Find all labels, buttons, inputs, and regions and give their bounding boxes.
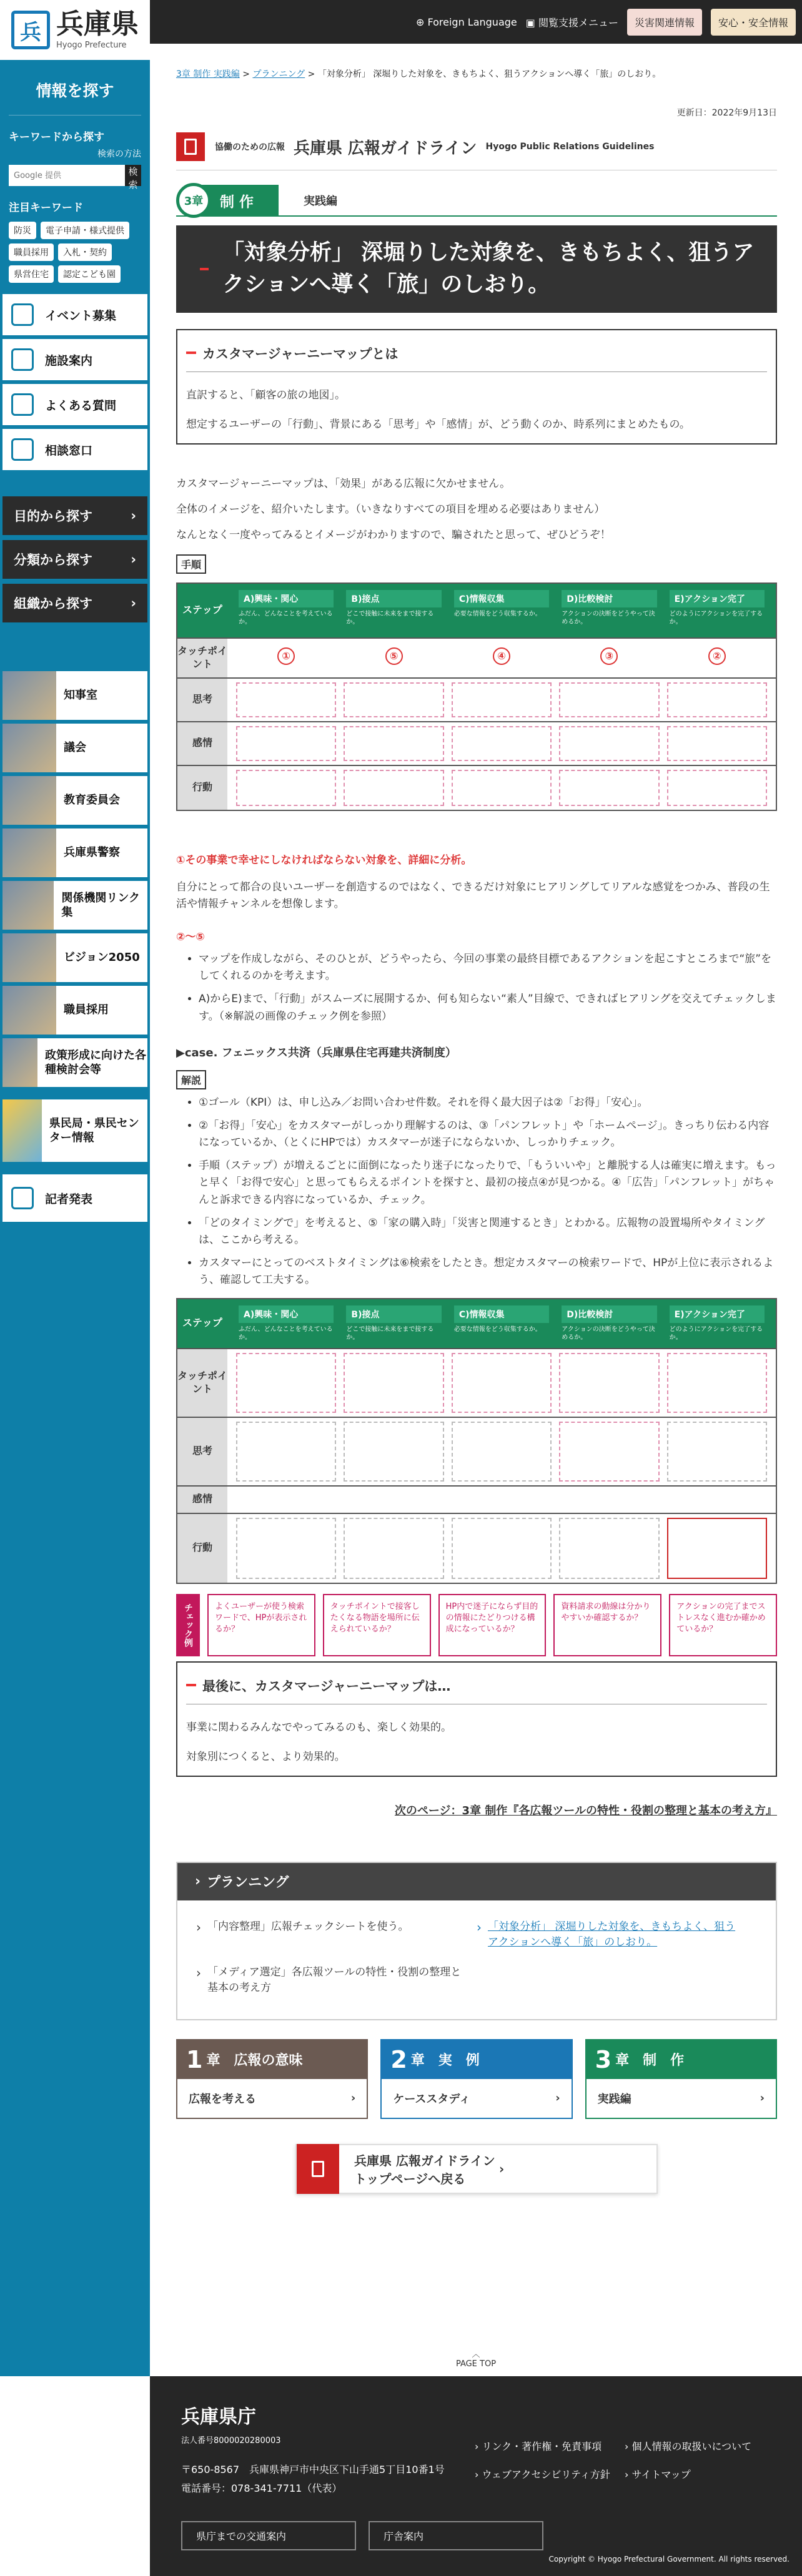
chevron-right-icon: › <box>131 508 136 523</box>
step-number: ① <box>277 647 295 665</box>
definition-title: カスタマージャーニーマップとは <box>186 330 767 372</box>
chapter-card-label: ケーススタディ <box>393 2092 470 2106</box>
link-label: Foreign Language <box>427 16 517 28</box>
updated-date: 更新日：2022年9月13日 <box>676 108 777 118</box>
keyword-search-label: キーワードから探す <box>9 131 104 144</box>
site-logo[interactable] <box>0 0 150 60</box>
chevron-right-icon: › <box>499 2161 505 2176</box>
keyword-chip[interactable]: 職員採用 <box>9 243 54 261</box>
guide-subtitle: 協働のための広報 <box>215 142 285 152</box>
step-title: B)接点 <box>346 590 441 607</box>
next-page-link[interactable]: 次のページ：3章 制作『各広報ツールの特性・役割の整理と基本の考え方』 <box>394 1804 777 1817</box>
check-item: よくユーザーが使う検索ワードで、HPが表示されるか？ <box>207 1594 315 1656</box>
keyword-chip[interactable]: 入札・契約 <box>58 243 112 261</box>
journey-step <box>340 589 447 632</box>
monitor-icon: ▣ <box>525 16 538 29</box>
sidebar-item-press[interactable] <box>2 1174 147 1222</box>
footer-org-name: 兵庫県庁 <box>181 2406 256 2428</box>
intro-text: カスタマージャーニーマップは、「効果」がある広報に欠かせません。 <box>176 478 511 490</box>
sidebar-link-police[interactable] <box>2 828 147 877</box>
sidebar <box>0 0 150 2376</box>
chapter-card-label: 実践編 <box>597 2092 631 2106</box>
journey-step <box>448 589 555 632</box>
chevron-right-icon: › <box>131 552 136 567</box>
step-desc: 必要な情報をどう収集するか。 <box>453 610 542 617</box>
pen-icon <box>11 1187 34 1209</box>
governor-photo <box>2 671 56 720</box>
link-label: 県民局・県民センター情報 <box>49 1116 139 1144</box>
check-item: 資料請求の動線は分かりやすいか確認するか？ <box>553 1594 661 1656</box>
chevron-right-icon: › <box>555 2092 560 2105</box>
link-label: ウェブアクセシビリティ方針 <box>482 2469 610 2480</box>
keyword-chip[interactable]: 認定こども園 <box>58 265 121 283</box>
breadcrumb-current: 「対象分析」 深堀りした対象を、きもちよく、狙うアクションへ導く「旅」のしおり。 <box>317 69 661 79</box>
check-item: HP内で迷子にならず目的の情報にたどりつける構成になっているか？ <box>438 1594 547 1656</box>
journey-map-example <box>176 1298 777 1656</box>
building-guide-button[interactable]: 庁舎案内 <box>369 2521 543 2550</box>
policy-photo <box>2 1038 37 1087</box>
chevron-right-icon: › <box>350 2092 356 2105</box>
keyword-chip[interactable]: 県営住宅 <box>9 265 54 283</box>
chapter-card-number: 1 <box>186 2045 203 2073</box>
breadcrumb-link[interactable]: 3章 制作 実践編 <box>176 69 240 79</box>
case-list <box>176 1094 777 1289</box>
step-desc: どこで接触に未来をまで接するか。 <box>346 1325 434 1341</box>
button-label: 目的から探す <box>14 509 92 524</box>
search-method-link[interactable]: 検索の方法 <box>97 149 141 159</box>
journey-step <box>555 1304 663 1343</box>
chapter-card-title: 章 制 作 <box>615 2053 685 2069</box>
list-item: • A)からE)まで、「行動」がスムーズに展開するか、何も知らない“素人”目線で、できればヒアリングを交えてチェックします。（※解説の画像のチェック例を参照） <box>199 991 777 1025</box>
sidebar-link-agencies[interactable] <box>2 881 147 930</box>
step-list <box>176 951 777 1025</box>
summary-text: 対象別につくると、より効果的。 <box>186 1750 345 1763</box>
breadcrumb <box>176 67 777 80</box>
prefecture-emblem-icon: 兵 <box>11 11 50 49</box>
list-item: • カスタマーにとってのベストタイミングは⑥検索をしたとき。想定カスタマーの検索ワードで、HPが上位に表示されるよう、確認して工夫する。 <box>199 1255 777 1289</box>
footer-link[interactable]: › リンク・著作権・免責事項 <box>475 2441 602 2452</box>
journey-step <box>663 589 771 632</box>
step-title: E)アクション完了 <box>670 1305 765 1323</box>
step-number: ② <box>708 647 726 665</box>
disaster-info-button[interactable]: 災害関連情報 <box>627 9 702 36</box>
definition-text: 直訳すると、「顧客の旅の地図」。 <box>186 389 345 401</box>
step-title: E)アクション完了 <box>670 590 765 607</box>
link-label: サイトマップ <box>631 2469 691 2480</box>
check-item: アクションの完了までストレスなく進むか確かめているか？ <box>669 1594 777 1656</box>
sidebar-item-consult[interactable] <box>2 429 147 470</box>
sidebar-link-governor[interactable] <box>2 671 147 720</box>
search-button[interactable]: 検索 <box>125 165 141 186</box>
heading-text: ②～⑤ <box>176 930 205 943</box>
chapter-card-title: 章 広報の意味 <box>206 2053 303 2069</box>
guide-title-en: Hyogo Public Relations Guidelines <box>485 142 655 152</box>
chapter-label: 制 作 <box>200 185 279 216</box>
row-label: 行動 <box>177 766 227 810</box>
breadcrumb-link[interactable]: プランニング <box>252 69 305 79</box>
step-number: ④ <box>493 647 510 665</box>
journey-step <box>232 589 340 632</box>
footer-phone: 電話番号：078-341-7711（代表） <box>181 2482 342 2495</box>
chapter-number: 3章 <box>176 183 211 218</box>
link-label: 知事室 <box>64 689 97 702</box>
police-photo <box>2 828 56 877</box>
accessibility-menu-link[interactable] <box>526 15 618 29</box>
chapter-banner <box>176 185 777 217</box>
foreign-language-link[interactable] <box>416 16 517 28</box>
page-title: 「対象分析」 深堀りした対象を、きもちよく、狙うアクションへ導く「旅」のしおり。 <box>222 240 755 297</box>
footer <box>150 2376 802 2576</box>
list-item: • ②「お得」「安心」をカスタマーがしっかり理解するのは、③「パンフレット」や「ホームページ」。きっちり伝わる内容になっているか、（とくにHPでは）カスタマーが迷子にならないか、しっかりチェック。 <box>199 1118 777 1151</box>
question-icon <box>11 393 34 416</box>
footer-corp-number: 法人番号8000020280003 <box>181 2436 281 2446</box>
step-desc: 必要な情報をどう収集するか。 <box>453 1325 542 1333</box>
link-label: 関係機関リンク集 <box>61 891 141 919</box>
check-item: タッチポイントで接客したくなる物語を場所に伝えられているか？ <box>323 1594 431 1656</box>
link-label: 兵庫県警察 <box>64 846 120 860</box>
main-content <box>176 44 777 2194</box>
footer-address: 〒650-8567 兵庫県神戸市中央区下山手通5丁目10番1号 <box>181 2464 445 2475</box>
link-label: 閲覧支援メニュー <box>538 16 618 29</box>
copyright: Copyright © Hyogo Prefectural Government. All rights reserved. <box>548 2555 790 2564</box>
footer-link[interactable]: › ウェブアクセシビリティ方針 <box>475 2469 610 2480</box>
intro-text: なんとなく一度やってみるとイメージがわかりますので、騙されたと思って、ぜひどうぞ！ <box>176 529 611 542</box>
vision-logo-image <box>2 933 56 982</box>
list-item: • ①ゴール（KPI）は、申し込み／お問い合わせ件数。それを得く最大因子は②「お得」「安心」。 <box>199 1094 777 1111</box>
sidebar-link-vision[interactable] <box>2 933 147 982</box>
chapter-sub: 実践編 <box>304 195 338 208</box>
step-number: ⑤ <box>385 647 403 665</box>
step-title: A)興味・関心 <box>239 590 334 607</box>
site-search <box>9 165 141 190</box>
chapter-card-number: 2 <box>390 2045 407 2073</box>
chevron-right-icon: › <box>760 2092 765 2105</box>
section-text: 自分にとって都合の良いユーザーを創造するのではなく、できるだけ対象にヒアリングしてリアルな感覚をつかみ、普段の生活や情報チャンネルを想像します。 <box>176 880 770 910</box>
link-label: 職員採用 <box>64 1003 109 1017</box>
button-label: 組織から探す <box>14 596 92 611</box>
recruit-photo <box>2 986 56 1035</box>
sidebar-item-facilities[interactable] <box>2 339 147 380</box>
search-input[interactable] <box>9 165 125 186</box>
step-desc: アクションの決断をどうやって決めるか。 <box>562 610 655 626</box>
intro-text: 全体のイメージを、紹介いたします。（いきなりすべての項目を埋める必要はありません） <box>176 503 605 516</box>
planning-link[interactable]: › 「メディア選定」各広報ツールの特性・役割の整理と基本の考え方 <box>196 1960 477 2005</box>
planning-link[interactable]: › 「内容整理」広報チェックシートを使う。 <box>196 1914 477 1960</box>
row-label: ステップ <box>177 1299 227 1348</box>
journey-map-template <box>176 583 777 811</box>
sidebar-link-education[interactable] <box>2 776 147 825</box>
logo-name: 兵庫県 <box>56 7 139 40</box>
journey-step <box>555 589 663 632</box>
link-label: ビジョン2050 <box>64 951 140 965</box>
button-label: 分類から探す <box>14 553 92 568</box>
chat-icon <box>11 438 34 461</box>
keyword-chip[interactable]: 防災 <box>9 222 36 239</box>
row-label: 感情 <box>177 1487 227 1513</box>
sidebar-item-label: イベント募集 <box>45 308 117 323</box>
step-number: ③ <box>600 647 618 665</box>
access-guide-button[interactable]: 県庁までの交通案内 <box>181 2521 356 2550</box>
footer-link[interactable]: › サイトマップ <box>625 2469 691 2480</box>
footer-link[interactable]: › 個人情報の取扱いについて <box>625 2441 752 2452</box>
building-icon <box>11 348 34 371</box>
hyogo-map-icon <box>2 1099 42 1162</box>
search-by-organization-button[interactable] <box>2 584 147 622</box>
top-bar <box>150 0 802 44</box>
guide-header <box>176 132 777 170</box>
section-heading <box>176 851 777 867</box>
guideline-book-icon <box>176 132 205 161</box>
list-item: • 手順（ステップ）が増えるごとに面倒になったり迷子になったりで、「もういいや」と離脱する人は確実に増えます。もっと早く「お得で安心」と思ってもらえるポイントを探すと、最初の接点④が見つかる。④「広告」「パンフレット」がちゃんと訴求できる内容になっているか、チェック。 <box>199 1158 777 1209</box>
planning-nav <box>176 1862 777 2020</box>
list-item: • マップを作成しながら、そのひとが、どうやったら、今回の事業の最終目標であるアクションを起こすところまで“旅”をしてくれるのかを考えます。 <box>199 951 777 985</box>
row-label: 感情 <box>177 722 227 765</box>
breadcrumb-separator: > <box>307 69 315 79</box>
guide-title: 兵庫県 広報ガイドライン <box>294 139 477 158</box>
step-desc: どこで接触に未来をまで接するか。 <box>346 610 434 626</box>
hot-keywords-label: 注目キーワード <box>9 202 83 214</box>
guideline-top-link[interactable] <box>295 2144 658 2194</box>
row-label: ステップ <box>177 584 227 637</box>
planning-link-current[interactable]: › 「対象分析」 深堀りした対象を、きもちよく、狙うアクションへ導く「旅」のしおり。 <box>477 1914 757 1960</box>
sidebar-item-events[interactable] <box>2 294 147 335</box>
breadcrumb-separator: > <box>242 69 250 79</box>
page-top-label: PAGE TOP <box>455 2359 497 2369</box>
journey-step <box>448 1304 555 1343</box>
step-title: C)情報収集 <box>454 1305 549 1323</box>
chapter-card-number: 3 <box>595 2045 612 2073</box>
link-label: リンク・著作権・免責事項 <box>482 2441 602 2452</box>
step-desc: ふだん、どんなことを考えているか。 <box>239 1325 333 1341</box>
step-desc: アクションの決断をどうやって決めるか。 <box>562 1325 655 1341</box>
sidebar-heading: 情報を探す <box>9 60 141 116</box>
summary-title: 最後に、カスタマージャーニーマップは… <box>186 1663 767 1704</box>
case-heading: ▶case. フェニックス共済（兵庫県住宅再建共済制度） <box>176 1046 457 1059</box>
guideline-book-icon <box>297 2144 339 2194</box>
search-by-purpose-button[interactable] <box>2 496 147 535</box>
sidebar-item-faq[interactable] <box>2 384 147 425</box>
row-label: タッチポイント <box>177 639 227 677</box>
sidebar-item-label: 相談窓口 <box>45 443 93 458</box>
definition-box <box>176 329 777 445</box>
agencies-photo <box>2 881 54 930</box>
logo-name-en: Hyogo Prefecture <box>56 40 127 50</box>
step-title: D)比較検討 <box>562 1305 656 1323</box>
step-desc: どのようにアクションを完了するか。 <box>669 1325 763 1341</box>
journey-step <box>663 1304 771 1343</box>
chapter-cards <box>176 2039 777 2119</box>
link-label: 個人情報の取扱いについて <box>631 2441 752 2452</box>
list-item: • 「どのタイミングで」を考えると、⑤「家の購入時」「災害と関連するとき」とわかる。広報物の設置場所やタイミングは、ここから考える。 <box>199 1215 777 1249</box>
journey-step <box>232 1304 340 1343</box>
chapter-card-3[interactable] <box>585 2039 777 2119</box>
link-label: 政策形成に向けた各種検討会等 <box>44 1048 146 1076</box>
keyword-chip[interactable]: 電子申請・様式提供 <box>41 222 129 239</box>
heading-text: ①その事業で幸せにしなければならない対象を、詳細に分析。 <box>176 853 472 867</box>
summary-text: 事業に関わるみんなでやってみるのも、楽しく効果的。 <box>186 1721 452 1734</box>
chapter-card-label: 広報を考える <box>189 2092 256 2106</box>
keyword-list <box>0 218 150 294</box>
procedure-tag: 手順 <box>176 554 206 574</box>
chapter-card-2[interactable] <box>380 2039 572 2119</box>
sidebar-item-label: よくある質問 <box>45 398 117 413</box>
step-title: C)情報収集 <box>454 590 549 607</box>
summary-box <box>176 1661 777 1777</box>
link-label: 兵庫県 広報ガイドライン トップページへ戻る <box>354 2153 495 2186</box>
chevron-right-icon: › <box>131 596 136 611</box>
education-photo <box>2 776 56 825</box>
row-label: 思考 <box>177 1418 227 1485</box>
chapter-card-1[interactable] <box>176 2039 368 2119</box>
row-label: タッチポイント <box>177 1349 227 1417</box>
step-title: D)比較検討 <box>562 590 656 607</box>
link-label: 議会 <box>64 741 86 755</box>
sidebar-item-label: 施設案内 <box>45 353 93 368</box>
chevron-right-icon: › <box>195 1874 201 1890</box>
check-example-label: チェック例 <box>176 1594 200 1656</box>
search-by-category-button[interactable] <box>2 540 147 579</box>
assembly-photo <box>2 724 56 772</box>
journey-step <box>340 1304 447 1343</box>
chapter-card-title: 章 実 例 <box>410 2053 480 2069</box>
section-heading <box>176 928 777 943</box>
explanation-tag: 解説 <box>176 1070 206 1089</box>
megaphone-icon <box>11 303 34 326</box>
row-label: 思考 <box>177 679 227 721</box>
step-title: A)興味・関心 <box>239 1305 334 1323</box>
sidebar-link-policy[interactable] <box>2 1038 147 1087</box>
row-label: 行動 <box>177 1514 227 1583</box>
planning-title: プランニング <box>207 1875 289 1891</box>
chevron-up-icon: ︿ <box>472 2350 480 2359</box>
step-title: B)接点 <box>346 1305 441 1323</box>
page-title-banner <box>176 225 777 313</box>
sidebar-link-recruit[interactable] <box>2 986 147 1035</box>
link-label: 教育委員会 <box>64 794 120 807</box>
sidebar-link-assembly[interactable] <box>2 724 147 772</box>
step-desc: どのようにアクションを完了するか。 <box>669 610 763 626</box>
sidebar-link-kenmin[interactable] <box>2 1099 147 1162</box>
safety-info-button[interactable]: 安心・安全情報 <box>711 9 796 36</box>
globe-icon: ⊕ <box>415 16 428 28</box>
page-top-button[interactable] <box>150 2347 802 2369</box>
sidebar-item-label: 記者発表 <box>45 1192 93 1206</box>
definition-text: 想定するユーザーの「行動」、背景にある「思考」や「感情」が、どう動くのか、時系列にまとめたもの。 <box>186 418 690 431</box>
step-desc: ふだん、どんなことを考えているか。 <box>239 610 333 626</box>
